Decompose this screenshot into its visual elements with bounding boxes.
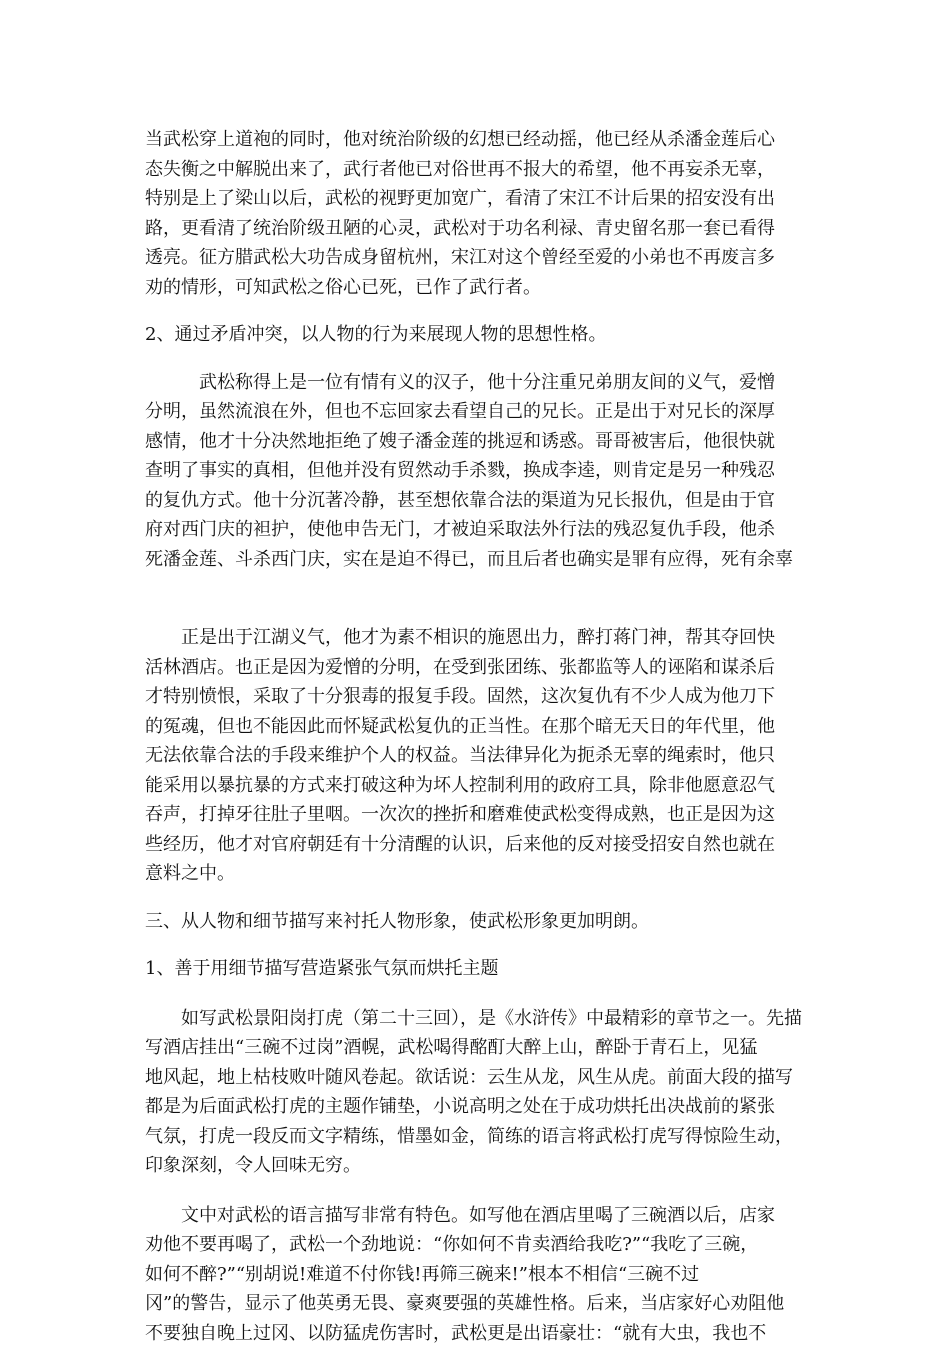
text-line: 府对西门庆的袒护，使他申告无门，才被迫采取法外行法的残忍复仇手段，他杀 [145,515,815,545]
text-line: 透亮。征方腊武松大功告成身留杭州，宋江对这个曾经至爱的小弟也不再废言多 [145,243,815,273]
text-line: 能采用以暴抗暴的方式来打破这种为坏人控制利用的政府工具，除非他愿意忍气 [145,771,815,801]
document-body [145,125,815,1348]
paragraph-spacer [145,889,815,907]
paragraph-spacer [145,574,815,623]
text-line: 气氛，打虎一段反而文字精练，惜墨如金，简练的语言将武松打虎写得惊险生动， [145,1122,815,1152]
paragraph [145,125,815,302]
text-line: 如何不醉?”“别胡说!难道不付你钱!再筛三碗来!”根本不相信“三碗不过 [145,1260,815,1290]
text-line: 查明了事实的真相，但他并没有贸然动手杀戮，换成李逵，则肯定是另一种残忍 [145,456,815,486]
text-line: 才特别愤恨，采取了十分狠毒的报复手段。固然，这次复仇有不少人成为他刀下 [145,682,815,712]
text-line: 正是出于江湖义气，他才为素不相识的施恩出力，醉打蒋门神，帮其夺回快 [145,623,815,653]
text-line: 路，更看清了统治阶级丑陋的心灵，武松对于功名利禄、青史留名那一套已看得 [145,214,815,244]
paragraph [145,1004,815,1181]
text-line: 都是为后面武松打虎的主题作铺垫，小说高明之处在于成功烘托出决战前的紧张 [145,1092,815,1122]
text-line: 的复仇方式。他十分沉著冷静，甚至想依靠合法的渠道为兄长报仇，但是由于官 [145,486,815,516]
text-line: 的冤魂，但也不能因此而怀疑武松复仇的正当性。在那个暗无天日的年代里，他 [145,712,815,742]
text-line: 无法依靠合法的手段来维护个人的权益。当法律异化为扼杀无辜的绳索时，他只 [145,741,815,771]
text-line: 写酒店挂出“三碗不过岗”酒幌，武松喝得酩酊大醉上山，醉卧于青石上，见猛 [145,1033,815,1063]
text-line: 感情，他才十分决然地拒绝了嫂子潘金莲的挑逗和诱惑。哥哥被害后，他很快就 [145,427,815,457]
text-line: 死潘金莲、斗杀西门庆，实在是迫不得已，而且后者也确实是罪有应得，死有余辜 [145,545,815,575]
text-line: 三、从人物和细节描写来衬托人物形象，使武松形象更加明朗。 [145,907,815,937]
text-line: 武松称得上是一位有情有义的汉子，他十分注重兄弟朋友间的义气，爱憎 [145,368,815,398]
text-line: 2、通过矛盾冲突，以人物的行为来展现人物的思想性格。 [145,320,815,350]
paragraph [145,623,815,889]
text-line: 如写武松景阳岗打虎（第二十三回），是《水浒传》中最精彩的章节之一。先描 [145,1004,815,1034]
text-line: 特别是上了梁山以后，武松的视野更加宽广，看清了宋江不计后果的招安没有出 [145,184,815,214]
text-line: 些经历，他才对官府朝廷有十分清醒的认识，后来他的反对接受招安自然也就在 [145,830,815,860]
paragraph-spacer [145,936,815,954]
paragraph-spacer [145,1181,815,1201]
text-line: 态失衡之中解脱出来了，武行者他已对俗世再不报大的希望，他不再妄杀无辜， [145,155,815,185]
text-line: 冈”的警告，显示了他英勇无畏、豪爽要强的英雄性格。后来，当店家好心劝阻他 [145,1289,815,1319]
text-line: 地风起，地上枯枝败叶随风卷起。欲话说：云生从龙，风生从虎。前面大段的描写 [145,1063,815,1093]
paragraph [145,954,815,984]
text-line: 1、善于用细节描写营造紧张气氛而烘托主题 [145,954,815,984]
paragraph [145,368,815,575]
text-line: 文中对武松的语言描写非常有特色。如写他在酒店里喝了三碗酒以后，店家 [145,1201,815,1231]
text-line: 活林酒店。也正是因为爱憎的分明，在受到张团练、张都监等人的诬陷和谋杀后 [145,653,815,683]
paragraph-spacer [145,302,815,320]
text-line: 分明，虽然流浪在外，但也不忘回家去看望自己的兄长。正是出于对兄长的深厚 [145,397,815,427]
paragraph [145,320,815,350]
text-line: 劝的情形，可知武松之俗心已死，已作了武行者。 [145,273,815,303]
text-line: 吞声，打掉牙往肚子里咽。一次次的挫折和磨难使武松变得成熟，也正是因为这 [145,800,815,830]
text-line: 当武松穿上道袍的同时，他对统治阶级的幻想已经动摇，他已经从杀潘金莲后心 [145,125,815,155]
text-line: 印象深刻，令人回味无穷。 [145,1151,815,1181]
text-line: 意料之中。 [145,859,815,889]
text-line: 劝他不要再喝了，武松一个劲地说：“你如何不肯卖酒给我吃?”“我吃了三碗， [145,1230,815,1260]
paragraph-spacer [145,350,815,368]
paragraph [145,907,815,937]
paragraph [145,1201,815,1348]
text-line: 不要独自晚上过冈、以防猛虎伤害时，武松更是出语豪壮：“就有大虫，我也不 [145,1319,815,1348]
paragraph-spacer [145,984,815,1004]
